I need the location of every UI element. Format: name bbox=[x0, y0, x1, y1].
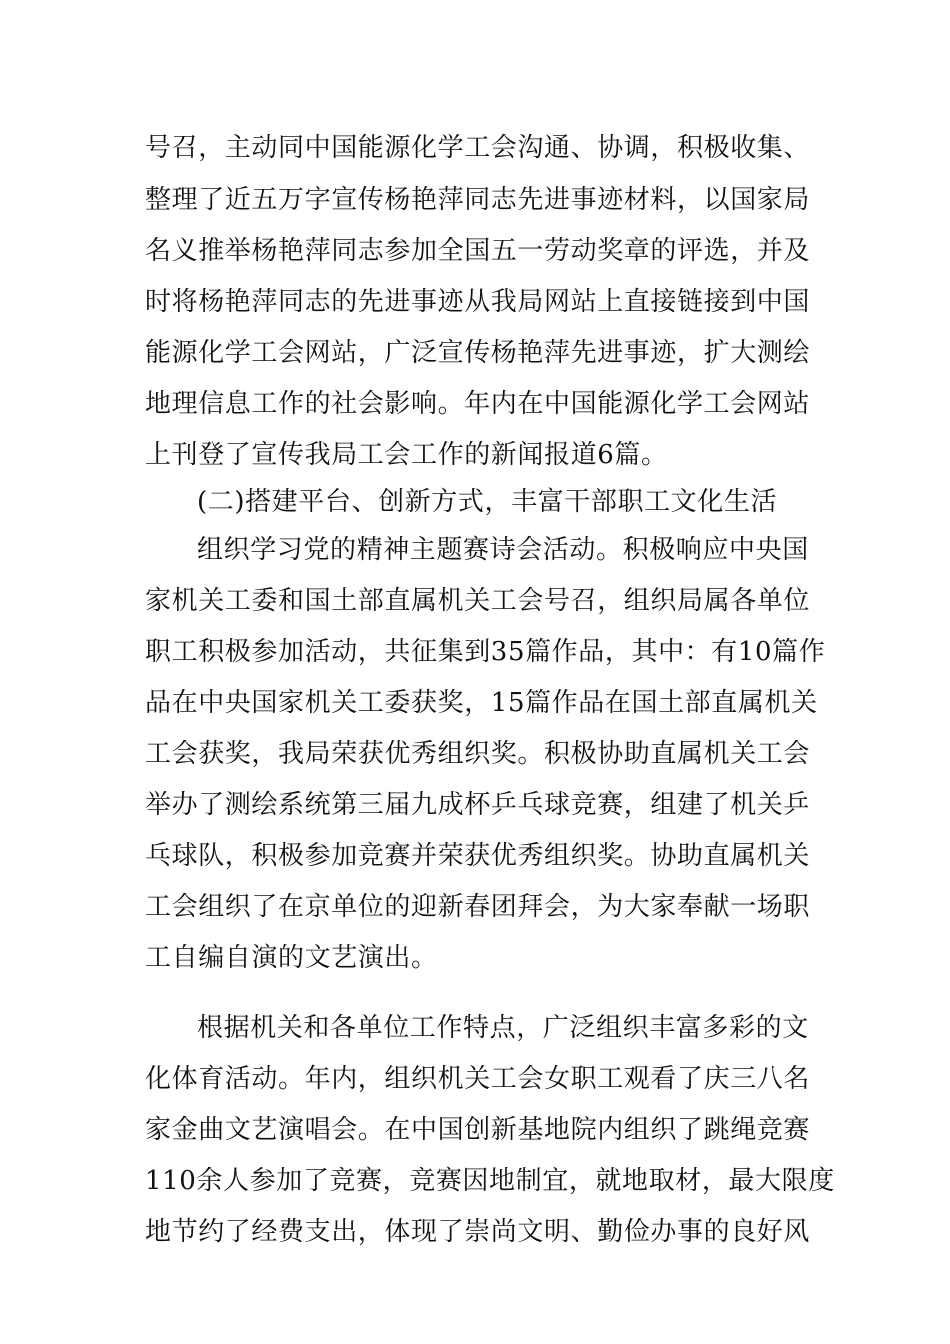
text-line: 工会组织了在京单位的迎新春团拜会，为大家奉献一场职 bbox=[145, 892, 811, 922]
text-line: 品在中央国家机关工委获奖，15篇作品在国土部直属机关 bbox=[145, 688, 818, 718]
text-line: 组织学习党的精神主题赛诗会活动。积极响应中央国 bbox=[197, 535, 809, 565]
text-line: 化体育活动。年内，组织机关工会女职工观看了庆三八名 bbox=[145, 1064, 811, 1094]
text-line: 家机关工委和国土部直属机关工会号召，组织局属各单位 bbox=[145, 586, 811, 616]
text-line: 能源化学工会网站，广泛宣传杨艳萍先进事迹，扩大测绘 bbox=[145, 338, 811, 368]
text-line: 地理信息工作的社会影响。年内在中国能源化学工会网站 bbox=[145, 389, 811, 419]
section-heading: (二)搭建平台、创新方式，丰富干部职工文化生活 bbox=[197, 487, 778, 517]
text-line: 工会获奖，我局荣获优秀组织奖。积极协助直属机关工会 bbox=[145, 739, 811, 769]
text-line: 上刊登了宣传我局工会工作的新闻报道6篇。 bbox=[145, 440, 668, 470]
text-line: 时将杨艳萍同志的先进事迹从我局网站上直接链接到中国 bbox=[145, 287, 811, 317]
text-line: 举办了测绘系统第三届九成杯乒乓球竞赛，组建了机关乒 bbox=[145, 790, 811, 820]
text-line: 名义推举杨艳萍同志参加全国五一劳动奖章的评选，并及 bbox=[145, 236, 811, 266]
text-line: 号召，主动同中国能源化学工会沟通、协调，积极收集、 bbox=[145, 133, 811, 163]
text-line: 110余人参加了竞赛，竞赛因地制宜，就地取材，最大限度 bbox=[145, 1166, 835, 1196]
text-line: 整理了近五万字宣传杨艳萍同志先进事迹材料，以国家局 bbox=[145, 185, 811, 215]
text-line: 职工积极参加活动，共征集到35篇作品，其中：有10篇作 bbox=[145, 637, 826, 667]
text-line: 乓球队，积极参加竞赛并荣获优秀组织奖。协助直属机关 bbox=[145, 841, 811, 871]
text-line: 根据机关和各单位工作特点，广泛组织丰富多彩的文 bbox=[197, 1013, 809, 1043]
text-line: 地节约了经费支出，体现了崇尚文明、勤俭办事的良好风 bbox=[145, 1217, 811, 1247]
text-line: 家金曲文艺演唱会。在中国创新基地院内组织了跳绳竞赛 bbox=[145, 1115, 811, 1145]
text-line: 工自编自演的文艺演出。 bbox=[145, 943, 438, 973]
